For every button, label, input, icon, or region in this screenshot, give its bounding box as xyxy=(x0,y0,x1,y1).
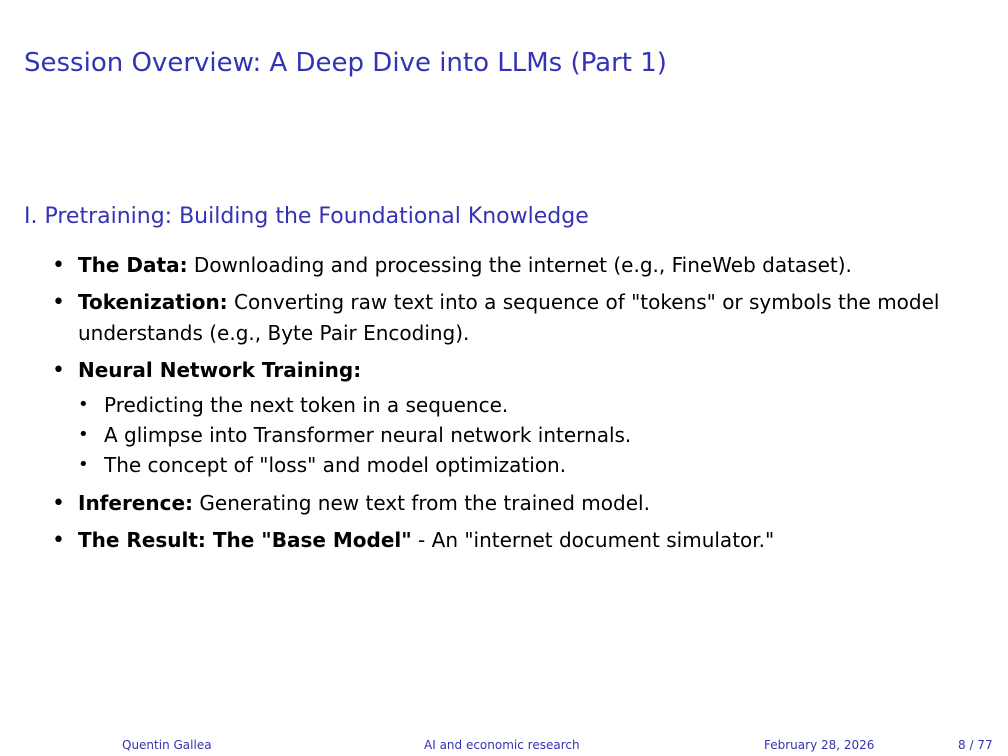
bullet-dot-icon: • xyxy=(52,290,65,315)
bullet-item-result xyxy=(52,525,997,556)
bullet-dot-icon: • xyxy=(52,253,65,278)
sub-bullet-dot-icon: • xyxy=(78,454,89,475)
bullet-dot-icon: • xyxy=(52,491,65,516)
bullet-text: Downloading and processing the internet (e.g., FineWeb dataset). xyxy=(187,253,852,277)
bullet-item-data xyxy=(52,250,997,281)
bullet-label: Inference: xyxy=(78,491,194,515)
bullet-item-training xyxy=(52,355,997,480)
bullet-dot-icon: • xyxy=(52,528,65,553)
bullet-text: Generating new text from the trained model. xyxy=(193,491,650,515)
sub-bullet-dot-icon: • xyxy=(78,394,89,415)
bullet-label: Tokenization: xyxy=(78,290,228,314)
bullet-label: Neural Network Training: xyxy=(78,358,362,382)
sub-bullet-item xyxy=(78,390,997,420)
sub-bullet-list xyxy=(78,390,997,480)
footer-author: Quentin Gallea xyxy=(122,738,212,752)
sub-bullet-item xyxy=(78,450,997,480)
bullet-dot-icon: • xyxy=(52,358,65,383)
bullet-item-inference xyxy=(52,488,997,519)
sub-bullet-text: The concept of "loss" and model optimization. xyxy=(104,453,567,477)
sub-bullet-text: A glimpse into Transformer neural network internals. xyxy=(104,423,632,447)
sub-bullet-item xyxy=(78,420,997,450)
footer-page-number: 8 / 77 xyxy=(958,738,993,752)
sub-bullet-text: Predicting the next token in a sequence. xyxy=(104,393,509,417)
bullet-text: - An "internet document simulator." xyxy=(411,528,775,552)
bullet-list xyxy=(52,250,997,562)
bullet-item-tokenization xyxy=(52,287,997,349)
sub-bullet-dot-icon: • xyxy=(78,424,89,445)
bullet-label: The Data: xyxy=(78,253,188,277)
bullet-label: The Result: The "Base Model" xyxy=(78,528,412,552)
footer-date: February 28, 2026 xyxy=(764,738,875,752)
section-heading: I. Pretraining: Building the Foundational Knowledge xyxy=(24,204,589,229)
slide-title: Session Overview: A Deep Dive into LLMs (Part 1) xyxy=(24,48,667,78)
bullet-text: Converting raw text into a sequence of "tokens" or symbols the model understands (e.g., Byte Pair Encoding). xyxy=(78,290,940,345)
footer-presentation-title: AI and economic research xyxy=(424,738,580,752)
